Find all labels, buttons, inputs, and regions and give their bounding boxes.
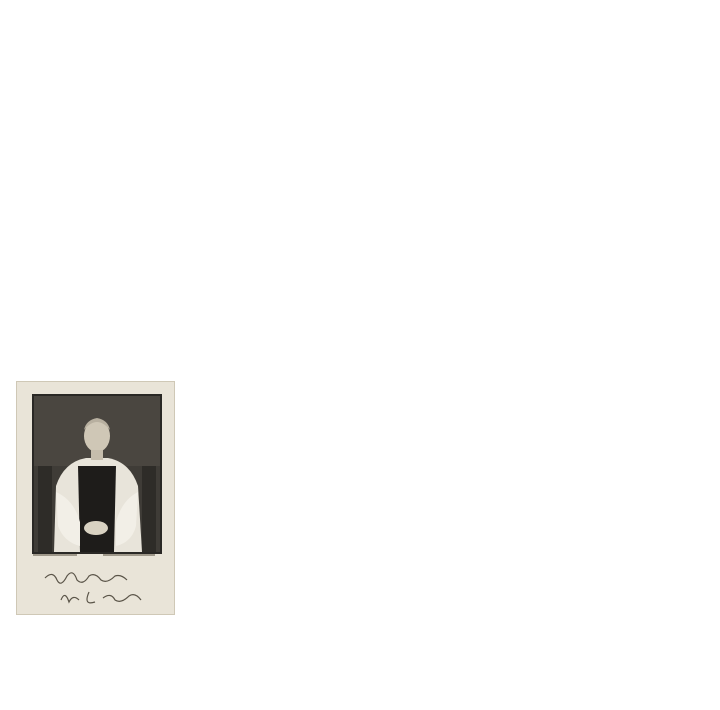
portrait-plate bbox=[32, 394, 162, 554]
separator-line bbox=[14, 0, 518, 18]
section-heading bbox=[14, 45, 534, 65]
photo-caption bbox=[33, 554, 155, 560]
portrait-figure-image bbox=[34, 396, 160, 552]
portrait-photo bbox=[16, 381, 175, 615]
signature-image bbox=[31, 566, 161, 610]
document-top bbox=[14, 0, 534, 65]
